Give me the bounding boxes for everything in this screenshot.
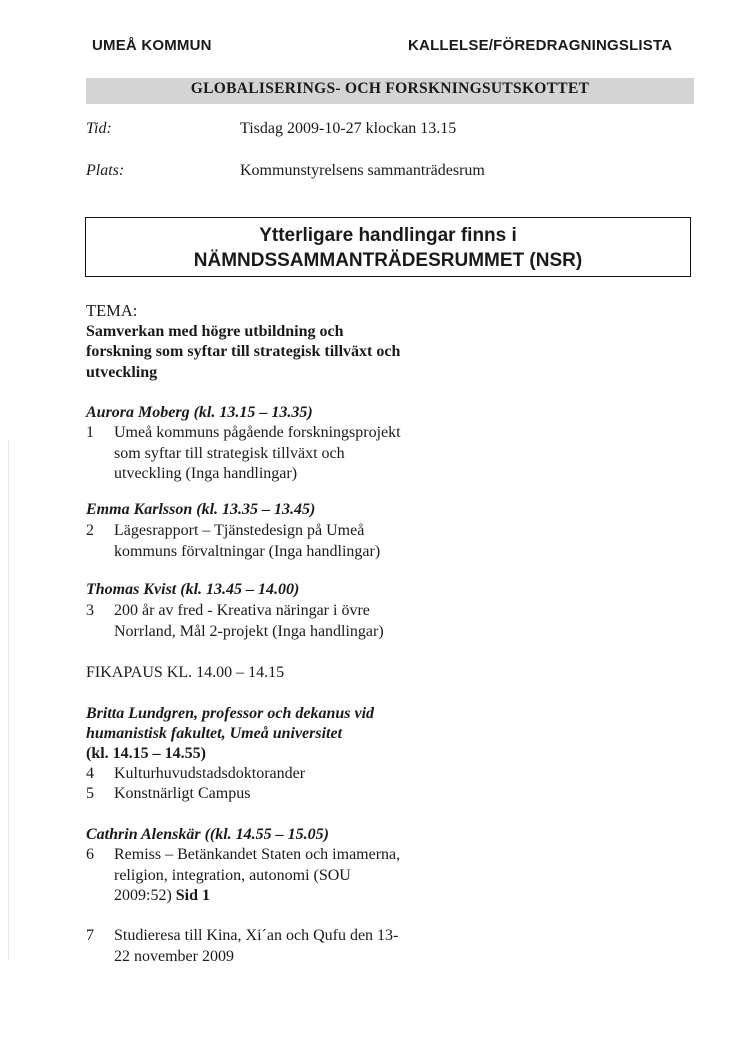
agenda-item (86, 601, 446, 642)
agenda-item (86, 764, 446, 785)
item-text-line: som syftar till strategisk tillväxt och (114, 444, 345, 462)
presenter-heading: Aurora Moberg (kl. 13.15 – 13.35) (86, 404, 313, 421)
time-value: Tisdag 2009-10-27 klockan 13.15 (240, 120, 457, 137)
org-name: UMEÅ KOMMUN (92, 37, 212, 54)
presenter-time: (kl. 14.15 – 14.55) (86, 745, 206, 762)
presenter-heading: Cathrin Alenskär ((kl. 14.55 – 15.05) (86, 826, 329, 843)
notice-line-1: Ytterligare handlingar finns i (259, 225, 517, 246)
time-label: Tid: (86, 120, 112, 137)
page-reference: Sid 1 (175, 887, 211, 904)
scan-edge-line (8, 440, 9, 960)
agenda-item (86, 521, 446, 562)
notice-line-2: NÄMNDSSAMMANTRÄDESRUMMET (NSR) (193, 250, 583, 271)
item-number: 1 (86, 424, 94, 441)
place-label: Plats: (86, 162, 125, 179)
theme-block (86, 301, 506, 383)
place-value: Kommunstyrelsens sammanträdesrum (240, 162, 485, 179)
theme-label: TEMA: (86, 301, 138, 320)
presenter-heading: Britta Lundgren, professor och dekanus vid (86, 705, 375, 722)
notice-box (85, 217, 691, 277)
item-text-line: Umeå kommuns pågående forskningsprojekt (114, 424, 401, 441)
item-number: 2 (86, 522, 94, 539)
item-text-line: utveckling (Inga handlingar) (114, 465, 298, 482)
item-text-line: Kulturhuvudstadsdoktorander (114, 765, 306, 782)
item-number: 6 (86, 846, 94, 863)
document-type: KALLELSE/FÖREDRAGNINGSLISTA (408, 37, 673, 54)
item-text-line: kommuns förvaltningar (Inga handlingar) (114, 542, 381, 560)
item-number: 4 (86, 765, 94, 782)
agenda-item (86, 926, 486, 967)
item-text-line: Lägesrapport – Tjänstedesign på Umeå (114, 522, 365, 539)
presenter-heading: humanistisk fakultet, Umeå universitet (86, 725, 343, 742)
item-number: 7 (86, 927, 94, 944)
item-text-line: Studieresa till Kina, Xi´an och Qufu den 13- (114, 927, 399, 944)
item-text-line (114, 886, 486, 907)
item-text-line: religion, integration, autonomi (SOU (114, 866, 351, 884)
presenter-heading: Emma Karlsson (kl. 13.35 – 13.45) (86, 501, 316, 518)
item-text-line: 22 november 2009 (114, 947, 234, 965)
agenda-item (86, 423, 446, 485)
item-number: 5 (86, 785, 94, 802)
item-number: 3 (86, 602, 94, 619)
presenter-heading: Thomas Kvist (kl. 13.45 – 14.00) (86, 581, 300, 598)
agenda-item (86, 784, 446, 805)
item-text-plain: 2009:52) (114, 887, 176, 904)
theme-line: forskning som syftar till strategisk tillväxt och (86, 343, 401, 360)
item-text-line: 200 år av fred - Kreativa näringar i övre (114, 602, 370, 619)
committee-title: GLOBALISERINGS- OCH FORSKNINGSUTSKOTTET (86, 78, 694, 104)
item-text-line: Norrland, Mål 2-projekt (Inga handlingar) (114, 622, 384, 640)
item-text-line: Konstnärligt Campus (114, 785, 251, 802)
coffee-break: FIKAPAUS KL. 14.00 – 14.15 (86, 664, 285, 681)
theme-line: Samverkan med högre utbildning och (86, 322, 344, 340)
agenda-item (86, 845, 486, 907)
item-text-line: Remiss – Betänkandet Staten och imamerna, (114, 846, 401, 863)
theme-line: utveckling (86, 363, 158, 381)
